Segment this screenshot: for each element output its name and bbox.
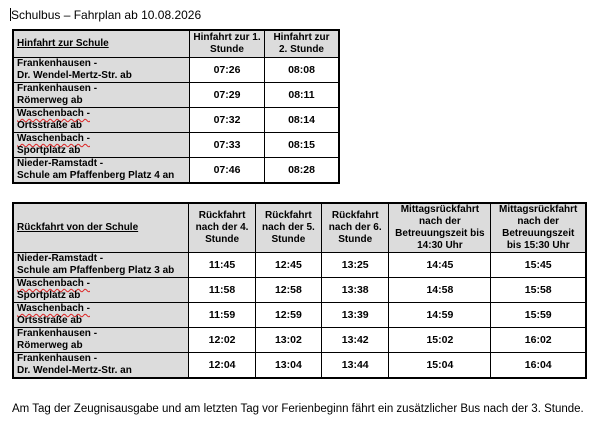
hinfahrt-table (12, 29, 340, 184)
table-row (13, 353, 586, 379)
hinfahrt-header-1: Hinfahrt zur 1. Stunde (190, 30, 265, 58)
time-cell: 08:11 (265, 83, 340, 108)
time-cell: 15:04 (389, 353, 491, 379)
stop-name: Frankenhausen - (17, 353, 98, 364)
stop-detail: Sportplatz ab (17, 290, 81, 301)
stop-detail: Ortsstraße ab (17, 120, 83, 131)
table-row (13, 83, 339, 108)
table-row (13, 328, 586, 353)
rueckfahrt-header-2: Rückfahrt nach der 5. Stunde (255, 203, 321, 253)
stop-name: Waschenbach - (17, 108, 90, 119)
stop-cell (13, 253, 189, 278)
time-cell: 07:46 (190, 158, 265, 184)
table-row (13, 253, 586, 278)
stop-name: Waschenbach - (17, 278, 90, 289)
time-cell: 08:28 (265, 158, 340, 184)
stop-detail: Dr. Wendel-Mertz-Str. an (17, 365, 132, 376)
document-title (10, 8, 201, 22)
time-cell: 13:04 (255, 353, 321, 379)
stop-cell (13, 133, 190, 158)
stop-name: Waschenbach - (17, 133, 90, 144)
time-cell: 11:58 (189, 278, 255, 303)
stop-name: Frankenhausen - (17, 83, 98, 94)
time-cell: 13:38 (322, 278, 389, 303)
stop-detail: Schule am Pfaffenberg Platz 4 an (17, 170, 175, 181)
stop-cell (13, 158, 190, 184)
stop-detail: Dr. Wendel-Mertz-Str. ab (17, 70, 132, 81)
time-cell: 16:04 (491, 353, 586, 379)
stop-detail: Römerweg ab (17, 95, 83, 106)
stop-cell (13, 303, 189, 328)
stop-cell (13, 353, 189, 379)
rueckfahrt-header-3: Rückfahrt nach der 6. Stunde (322, 203, 389, 253)
time-cell: 12:58 (255, 278, 321, 303)
rueckfahrt-header-4: Mittagsrückfahrt nach der Betreuungszeit bis 14:30 Uhr (389, 203, 491, 253)
time-cell: 12:04 (189, 353, 255, 379)
rueckfahrt-header-row (13, 203, 586, 253)
rueckfahrt-header-5: Mittagsrückfahrt nach der Betreuungszeit bis 15:30 Uhr (491, 203, 586, 253)
stop-cell (13, 83, 190, 108)
time-cell: 13:42 (322, 328, 389, 353)
time-cell: 07:29 (190, 83, 265, 108)
time-cell: 07:32 (190, 108, 265, 133)
hinfahrt-header-stop: Hinfahrt zur Schule (13, 30, 190, 58)
hinfahrt-header-row (13, 30, 339, 58)
table-row (13, 278, 586, 303)
time-cell: 07:26 (190, 58, 265, 83)
time-cell: 14:58 (389, 278, 491, 303)
time-cell: 08:08 (265, 58, 340, 83)
stop-cell (13, 278, 189, 303)
rueckfahrt-header-stop: Rückfahrt von der Schule (13, 203, 189, 253)
rueckfahrt-table (12, 202, 587, 379)
time-cell: 15:02 (389, 328, 491, 353)
stop-name: Waschenbach - (17, 303, 90, 314)
stop-detail: Ortsstraße ab (17, 315, 83, 326)
time-cell: 13:39 (322, 303, 389, 328)
time-cell: 13:02 (255, 328, 321, 353)
table-row (13, 108, 339, 133)
table-row (13, 303, 586, 328)
time-cell: 08:15 (265, 133, 340, 158)
time-cell: 12:45 (255, 253, 321, 278)
time-cell: 11:45 (189, 253, 255, 278)
time-cell: 08:14 (265, 108, 340, 133)
rueckfahrt-header-1: Rückfahrt nach der 4. Stunde (189, 203, 255, 253)
time-cell: 13:44 (322, 353, 389, 379)
stop-name: Frankenhausen - (17, 328, 98, 339)
time-cell: 15:59 (491, 303, 586, 328)
stop-detail: Sportplatz ab (17, 145, 81, 156)
stop-cell (13, 108, 190, 133)
stop-detail: Römerweg ab (17, 340, 83, 351)
time-cell: 15:45 (491, 253, 586, 278)
time-cell: 14:45 (389, 253, 491, 278)
document-title-text: Schulbus – Fahrplan ab 10.08.2026 (11, 8, 202, 22)
time-cell: 07:33 (190, 133, 265, 158)
stop-name: Frankenhausen - (17, 58, 98, 69)
stop-name: Nieder-Ramstadt - (17, 158, 104, 169)
hinfahrt-header-2: Hinfahrt zur 2. Stunde (265, 30, 340, 58)
time-cell: 13:25 (322, 253, 389, 278)
table-row (13, 58, 339, 83)
stop-detail: Schule am Pfaffenberg Platz 3 ab (17, 265, 175, 276)
stop-cell (13, 328, 189, 353)
stop-name: Nieder-Ramstadt - (17, 253, 104, 264)
stop-cell (13, 58, 190, 83)
table-row (13, 158, 339, 184)
time-cell: 12:59 (255, 303, 321, 328)
time-cell: 14:59 (389, 303, 491, 328)
time-cell: 12:02 (189, 328, 255, 353)
table-row (13, 133, 339, 158)
footnote: Am Tag der Zeugnisausgabe und am letzten Tag vor Ferienbeginn fährt ein zusätzlicher Bus nach der 3. Stunde. (12, 403, 584, 415)
time-cell: 16:02 (491, 328, 586, 353)
time-cell: 11:59 (189, 303, 255, 328)
time-cell: 15:58 (491, 278, 586, 303)
